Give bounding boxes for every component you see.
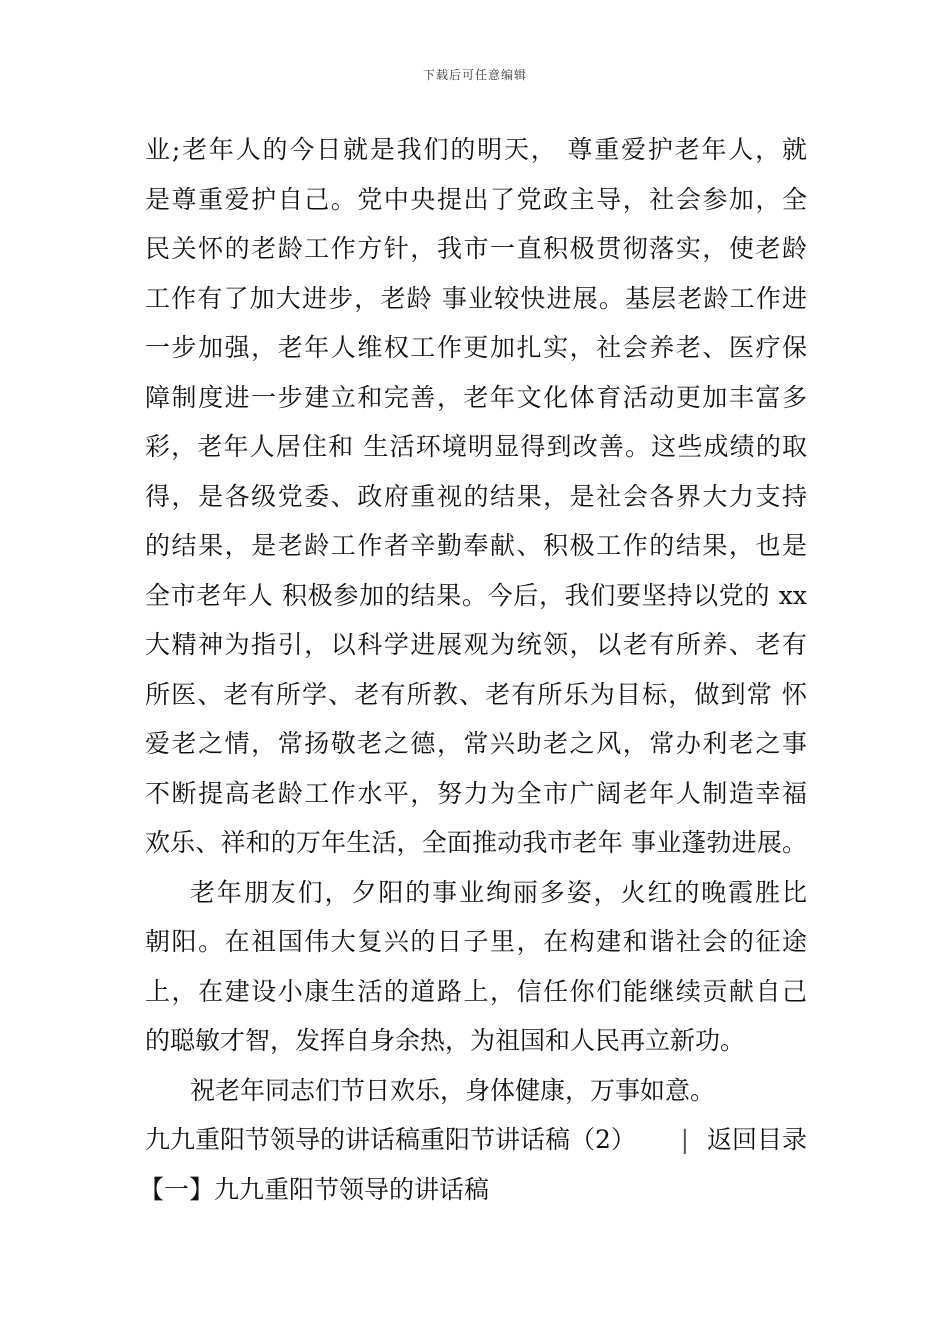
- text-line: 一步加强，老年人维权工作更加扎实，社会养老、医疗保: [145, 333, 807, 362]
- text-line: 大精神为指引，以科学进展观为统领，以老有所养、老有: [145, 630, 807, 659]
- page-header-note: 下载后可任意编辑: [422, 68, 527, 82]
- paragraph-1: [145, 125, 807, 868]
- text-line: 朝阳。在祖国伟大复兴的日子里，在构建和谐社会的征途: [145, 927, 807, 956]
- nav-separator: |: [680, 1125, 690, 1154]
- document-body: [139, 125, 807, 1214]
- text-line: 工作有了加大进步，老龄 事业较快进展。基层老龄工作进: [145, 283, 807, 313]
- text-line: 的结果，是老龄工作者辛勤奉献、积极工作的结果，也是: [145, 531, 807, 560]
- text-line: 所医、老有所学、老有所教、老有所乐为目标，做到常 怀: [145, 679, 807, 709]
- text-line: 欢乐、祥和的万年生活，全面推动我市老年 事业蓬勃进展。: [145, 828, 807, 857]
- text-line: 上，在建设小康生活的道路上，信任你们能继续贡献自己: [145, 976, 807, 1006]
- back-to-contents-link[interactable]: 返回目录: [706, 1125, 807, 1154]
- text-line: 爱老之情，常扬敬老之德，常兴助老之风，常办利老之事: [145, 729, 807, 758]
- nav-line: [145, 1115, 807, 1165]
- paragraph-2: [145, 868, 807, 1066]
- text-line: 民关怀的老龄工作方针，我市一直积极贯彻落实，使老龄: [145, 234, 807, 263]
- text-line: 老年朋友们，夕阳的事业绚丽多姿，火红的晚霞胜比: [190, 877, 807, 907]
- paragraph-3: [145, 1066, 807, 1116]
- text-line: 业;老年人的今日就是我们的明天， 尊重爱护老年人，就: [145, 135, 807, 164]
- text-line: 得，是各级党委、政府重视的结果，是社会各界大力支持: [145, 481, 807, 511]
- text-line: 祝老年同志们节日欢乐，身体健康，万事如意。: [190, 1075, 716, 1105]
- text-line: 障制度进一步建立和完善，老年文化体育活动更加丰富多: [145, 382, 807, 412]
- text-line: 的聪敏才智，发挥自身余热，为祖国和人民再立新功。: [145, 1026, 746, 1055]
- section-heading: 【一】九九重阳节领导的讲话稿: [139, 1174, 490, 1204]
- article-title-link[interactable]: 九九重阳节领导的讲话稿重阳节讲话稿（2）: [145, 1125, 636, 1154]
- text-line: 全市老年人 积极参加的结果。今后，我们要坚持以党的 xx: [145, 580, 807, 610]
- text-line: 不断提高老龄工作水平，努力为全市广阔老年人制造幸福: [145, 778, 807, 808]
- text-line: 彩，老年人居住和 生活环境明显得到改善。这些成绩的取: [145, 432, 807, 461]
- text-line: 是尊重爱护自己。党中央提出了党政主导，社会参加，全: [145, 184, 807, 214]
